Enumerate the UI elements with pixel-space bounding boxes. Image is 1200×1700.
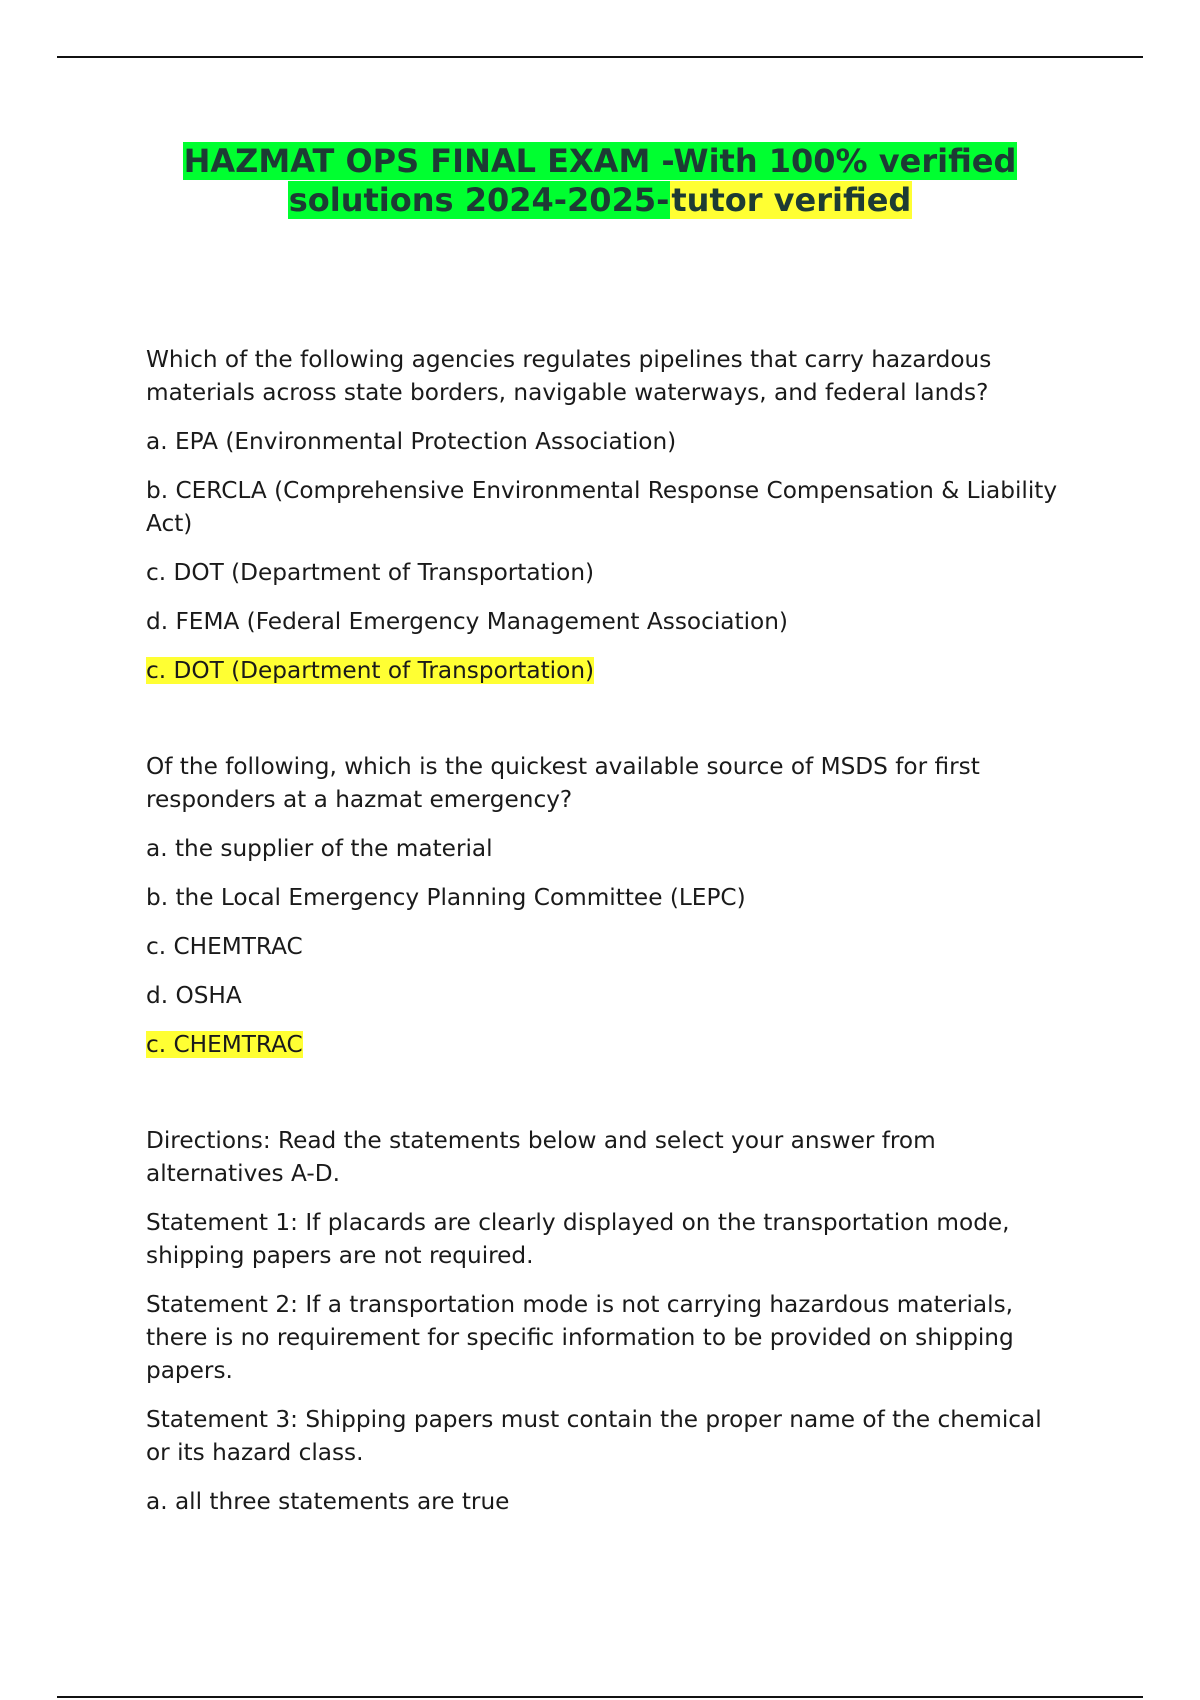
bottom-rule [57, 1696, 1143, 1698]
question-1-option-c: c. DOT (Department of Transportation) [146, 559, 595, 586]
title-green-highlight-1: HAZMAT OPS FINAL EXAM -With 100% verified [183, 142, 1017, 180]
question-3-statement-1: Statement 1: If placards are clearly displayed on the transportation mode, shipping papers are not required. [146, 1209, 1010, 1269]
question-2-option-b: b. the Local Emergency Planning Committee (LEPC) [146, 884, 746, 911]
question-3-option-a: a. all three statements are true [146, 1488, 510, 1515]
exam-content [146, 343, 1066, 1534]
question-2-option-a: a. the supplier of the material [146, 835, 493, 862]
question-1-answer-highlight: c. DOT (Department of Transportation) [146, 657, 595, 684]
question-2-option-d: d. OSHA [146, 982, 242, 1009]
question-2-text: Of the following, which is the quickest available source of MSDS for first responders at a hazmat emergency? [146, 753, 980, 813]
top-rule [57, 56, 1143, 58]
question-3-directions: Directions: Read the statements below and select your answer from alternatives A-D. [146, 1127, 936, 1187]
question-spacer [146, 1077, 1066, 1124]
question-1-option-a: a. EPA (Environmental Protection Association) [146, 428, 677, 455]
question-2-answer [146, 1028, 1066, 1061]
question-1-answer [146, 654, 1066, 687]
question-1-text: Which of the following agencies regulates pipelines that carry hazardous materials across state borders, navigable waterways, and federal lands? [146, 346, 992, 406]
question-3-statement-2: Statement 2: If a transportation mode is not carrying hazardous materials, there is no requirement for specific information to be provided on shipping papers. [146, 1291, 1014, 1384]
question-2-answer-highlight: c. CHEMTRAC [146, 1031, 303, 1058]
question-3-statement-3: Statement 3: Shipping papers must contain the proper name of the chemical or its hazard class. [146, 1406, 1042, 1466]
document-title [0, 142, 1200, 220]
question-2-option-c: c. CHEMTRAC [146, 933, 303, 960]
title-yellow-highlight: tutor verified [671, 181, 912, 219]
question-1-option-b: b. CERCLA (Comprehensive Environmental Response Compensation & Liability Act) [146, 477, 1058, 537]
title-green-highlight-2: solutions 2024-2025- [288, 181, 670, 219]
question-spacer [146, 703, 1066, 750]
question-1-option-d: d. FEMA (Federal Emergency Management Association) [146, 608, 788, 635]
